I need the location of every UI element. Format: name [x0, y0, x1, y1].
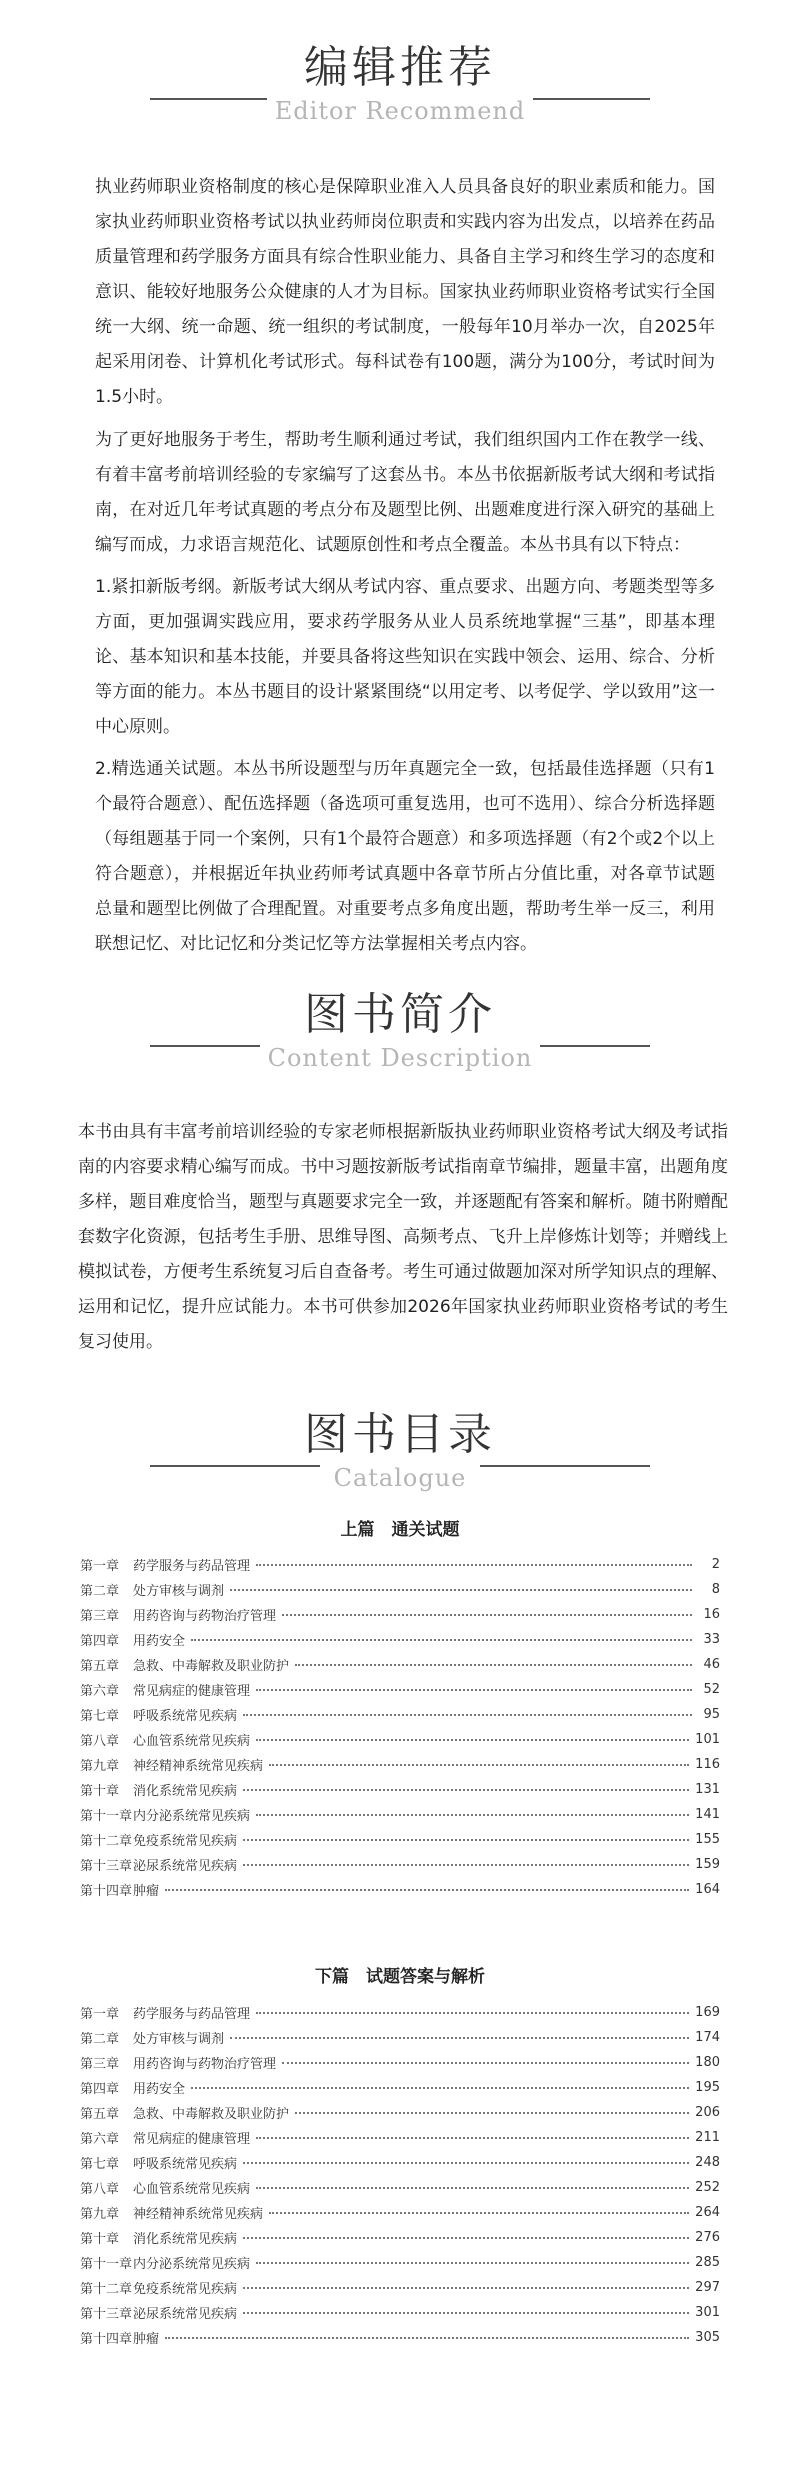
toc-entry	[80, 2300, 720, 2325]
toc-entry	[80, 2175, 720, 2200]
toc-dot-leader	[269, 1763, 689, 1766]
toc-page-number: 33	[703, 1632, 720, 1647]
toc-chapter-title: 肿瘤	[133, 1884, 160, 1899]
toc-entry	[80, 1652, 720, 1677]
toc-page-number: 169	[695, 2005, 720, 2020]
toc-dot-leader	[230, 2036, 689, 2039]
toc-page-number: 248	[695, 2155, 720, 2170]
toc-dot-leader	[243, 1713, 692, 1716]
toc-chapter-number: 第一章	[80, 1559, 120, 1574]
toc-chapter-title: 呼吸系统常见疾病	[133, 2157, 238, 2172]
toc-dot-leader	[282, 2061, 689, 2064]
toc-page-number: 211	[695, 2130, 720, 2145]
toc-page-number: 131	[695, 1782, 720, 1797]
toc-page-number: 297	[695, 2280, 720, 2295]
toc-chapter-number: 第三章	[80, 2057, 120, 2072]
toc-page-number: 116	[695, 1757, 720, 1772]
toc-page-number: 252	[695, 2180, 720, 2195]
toc-dot-leader	[256, 1738, 689, 1741]
toc-chapter-title: 急救、中毒解救及职业防护	[133, 1659, 290, 1674]
toc-page-number: 276	[695, 2230, 720, 2245]
toc-chapter-number: 第三章	[80, 1609, 120, 1624]
toc-entry	[80, 2275, 720, 2300]
toc-entry	[80, 2050, 720, 2075]
toc-chapter-number: 第八章	[80, 2182, 120, 2197]
toc-entry	[80, 1702, 720, 1727]
content-description-header	[0, 985, 800, 1095]
toc-page-number: 195	[695, 2080, 720, 2095]
toc-page-number: 46	[703, 1657, 720, 1672]
toc-chapter-number: 第六章	[80, 2132, 120, 2147]
toc-chapter-number: 第十三章	[80, 1859, 133, 1874]
toc-chapter-number: 第一章	[80, 2007, 120, 2022]
toc-chapter-title: 处方审核与调剂	[133, 1584, 225, 1599]
toc-chapter-title: 免疫系统常见疾病	[133, 1834, 238, 1849]
toc-entry	[80, 1802, 720, 1827]
toc-dot-leader	[243, 1863, 689, 1866]
toc-dot-leader	[256, 2011, 689, 2014]
toc-page-number: 101	[695, 1732, 720, 1747]
toc-page-number: 206	[695, 2105, 720, 2120]
toc-page-number: 164	[695, 1882, 720, 1897]
toc-dot-leader	[256, 2186, 689, 2189]
toc-page-number: 52	[703, 1682, 720, 1697]
toc-dot-leader	[165, 1888, 689, 1891]
toc-page-number: 95	[703, 1707, 720, 1722]
toc-chapter-title: 心血管系统常见疾病	[133, 1734, 251, 1749]
toc-chapter-number: 第七章	[80, 2157, 120, 2172]
toc-entry	[80, 1777, 720, 1802]
toc-chapter-title: 内分泌系统常见疾病	[133, 2257, 251, 2272]
toc-page-number: 16	[703, 1607, 720, 1622]
toc-dot-leader	[191, 2086, 689, 2089]
toc-chapter-number: 第十三章	[80, 2307, 133, 2322]
toc-chapter-number: 第十四章	[80, 2332, 133, 2347]
content-description-subtitle: Content Description	[260, 1044, 541, 1072]
toc-chapter-title: 消化系统常见疾病	[133, 1784, 238, 1799]
toc-page-number: 2	[711, 1557, 720, 1572]
toc-chapter-title: 用药安全	[133, 1634, 186, 1649]
toc-page-number: 285	[695, 2255, 720, 2270]
toc-chapter-title: 处方审核与调剂	[133, 2032, 225, 2047]
toc-entry	[80, 2325, 720, 2350]
toc-entry	[80, 2025, 720, 2050]
toc-entry	[80, 2125, 720, 2150]
toc-chapter-title: 常见病症的健康管理	[133, 1684, 251, 1699]
toc-page-number: 180	[695, 2055, 720, 2070]
toc-chapter-title: 呼吸系统常见疾病	[133, 1709, 238, 1724]
editor-paragraph-1: 执业药师职业资格制度的核心是保障职业准入人员具备良好的职业素质和能力。国家执业药师职业资格考试以执业药师岗位职责和实践内容为出发点，以培养在药品质量管理和药学服务方面具有综合性职业能力、具备自主学习和终生学习的态度和意识、能较好地服务公众健康的人才为目标。国家执业药师职业资格考试实行全国统一大纲、统一命题、统一组织的考试制度，一般每年10月举办一次，自2025年起采用闭卷、计算机化考试形式。每科试卷有100题，满分为100分，考试时间为1.5小时。	[95, 177, 715, 407]
toc-dot-leader	[256, 2261, 689, 2264]
toc-entry	[80, 2225, 720, 2250]
toc-dot-leader	[243, 1788, 689, 1791]
toc-chapter-title: 用药咨询与药物治疗管理	[133, 1609, 277, 1624]
toc-page-number: 159	[695, 1857, 720, 1872]
toc-chapter-title: 药学服务与药品管理	[133, 1559, 251, 1574]
editor-paragraph-2: 为了更好地服务于考生，帮助考生顺利通过考试，我们组织国内工作在教学一线、有着丰富考前培训经验的专家编写了这套丛书。本丛书依据新版考试大纲和考试指南，在对近几年考试真题的考点分布及题型比例、出题难度进行深入研究的基础上编写而成，力求语言规范化、试题原创性和考点全覆盖。本丛书具有以下特点：	[95, 430, 715, 555]
toc-dot-leader	[165, 2336, 689, 2339]
toc-chapter-number: 第十一章	[80, 1809, 133, 1824]
toc-entry	[80, 1877, 720, 1902]
toc-entry	[80, 2100, 720, 2125]
toc-entry	[80, 1827, 720, 1852]
toc-chapter-number: 第十二章	[80, 2282, 133, 2297]
toc-dot-leader	[256, 2136, 689, 2139]
toc-entry	[80, 1752, 720, 1777]
toc-chapter-number: 第十四章	[80, 1884, 133, 1899]
editor-recommend-title: 编辑推荐	[304, 42, 496, 93]
toc-chapter-number: 第八章	[80, 1734, 120, 1749]
toc-page-number: 301	[695, 2305, 720, 2320]
toc-page-number: 141	[695, 1807, 720, 1822]
toc-entry	[80, 1852, 720, 1877]
toc-dot-leader	[243, 2236, 689, 2239]
toc-chapter-number: 第十章	[80, 2232, 120, 2247]
toc-chapter-title: 神经精神系统常见疾病	[133, 2207, 264, 2222]
toc-chapter-number: 第二章	[80, 1584, 120, 1599]
toc-dot-leader	[256, 1688, 692, 1691]
toc-chapter-number: 第十二章	[80, 1834, 133, 1849]
toc-entry	[80, 1577, 720, 1602]
catalogue-subtitle: Catalogue	[326, 1464, 475, 1492]
editor-paragraph-4: 2.精选通关试题。本丛书所设题型与历年真题完全一致，包括最佳选择题（只有1个最符合题意）、配伍选择题（备选项可重复选用，也可不选用）、综合分析选择题（每组题基于同一个案例，只有1个最符合题意）和多项选择题（有2个或2个以上符合题意），并根据近年执业药师考试真题中各章节所占分值比重，对各章节试题总量和题型比例做了合理配置。对重要考点多角度出题，帮助考生举一反三，利用联想记忆、对比记忆和分类记忆等方法掌握相关考点内容。	[95, 759, 715, 954]
content-description-title: 图书简介	[304, 989, 496, 1040]
toc-part2-list	[80, 2000, 720, 2350]
toc-dot-leader	[243, 1838, 689, 1841]
editor-paragraph-3: 1.紧扣新版考纲。新版考试大纲从考试内容、重点要求、出题方向、考题类型等多方面，更加强调实践应用，要求药学服务从业人员系统地掌握“三基”，即基本理论、基本知识和基本技能，并要具备将这些知识在实践中领会、运用、综合、分析等方面的能力。本丛书题目的设计紧紧围绕“以用定考、以考促学、学以致用”这一中心原则。	[95, 577, 715, 737]
toc-chapter-title: 肿瘤	[133, 2332, 160, 2347]
toc-chapter-title: 心血管系统常见疾病	[133, 2182, 251, 2197]
toc-part2-heading: 下篇 试题答案与解析	[315, 1967, 485, 1987]
toc-dot-leader	[243, 2286, 689, 2289]
toc-dot-leader	[269, 2211, 689, 2214]
toc-page-number: 305	[695, 2330, 720, 2345]
intro-paragraph: 本书由具有丰富考前培训经验的专家老师根据新版执业药师职业资格考试大纲及考试指南的内容要求精心编写而成。书中习题按新版考试指南章节编排，题量丰富，出题角度多样，题目难度恰当，题型与真题要求完全一致，并逐题配有答案和解析。随书附赠配套数字化资源，包括考生手册、思维导图、高频考点、飞升上岸修炼计划等；并赠线上模拟试卷，方便考生系统复习后自查备考。考生可通过做题加深对所学知识点的理解、运用和记忆，提升应试能力。本书可供参加2026年国家执业药师职业资格考试的考生复习使用。	[78, 1122, 728, 1352]
toc-entry	[80, 1627, 720, 1652]
toc-chapter-number: 第四章	[80, 2082, 120, 2097]
toc-entry	[80, 1552, 720, 1577]
toc-page-number: 8	[711, 1582, 720, 1597]
toc-page-number: 155	[695, 1832, 720, 1847]
toc-chapter-number: 第十一章	[80, 2257, 133, 2272]
toc-entry	[80, 2250, 720, 2275]
toc-chapter-title: 内分泌系统常见疾病	[133, 1809, 251, 1824]
toc-dot-leader	[243, 2311, 689, 2314]
toc-chapter-title: 常见病症的健康管理	[133, 2132, 251, 2147]
editor-recommend-header	[0, 38, 800, 148]
toc-chapter-title: 泌尿系统常见疾病	[133, 1859, 238, 1874]
toc-entry	[80, 2150, 720, 2175]
toc-chapter-number: 第九章	[80, 2207, 120, 2222]
toc-entry	[80, 1602, 720, 1627]
toc-chapter-number: 第二章	[80, 2032, 120, 2047]
toc-chapter-title: 药学服务与药品管理	[133, 2007, 251, 2022]
toc-dot-leader	[230, 1588, 692, 1591]
toc-dot-leader	[256, 1563, 692, 1566]
toc-chapter-title: 急救、中毒解救及职业防护	[133, 2107, 290, 2122]
toc-chapter-number: 第五章	[80, 1659, 120, 1674]
toc-part1-heading: 上篇 通关试题	[340, 1520, 460, 1540]
toc-chapter-title: 用药安全	[133, 2082, 186, 2097]
toc-entry	[80, 1727, 720, 1752]
toc-chapter-title: 用药咨询与药物治疗管理	[133, 2057, 277, 2072]
toc-entry	[80, 2000, 720, 2025]
toc-chapter-number: 第十章	[80, 1784, 120, 1799]
toc-dot-leader	[282, 1613, 692, 1616]
toc-chapter-number: 第四章	[80, 1634, 120, 1649]
toc-chapter-number: 第五章	[80, 2107, 120, 2122]
toc-chapter-title: 神经精神系统常见疾病	[133, 1759, 264, 1774]
toc-dot-leader	[243, 2161, 689, 2164]
toc-page-number: 174	[695, 2030, 720, 2045]
toc-chapter-title: 消化系统常见疾病	[133, 2232, 238, 2247]
toc-chapter-title: 泌尿系统常见疾病	[133, 2307, 238, 2322]
toc-entry	[80, 2075, 720, 2100]
toc-dot-leader	[295, 2111, 689, 2114]
toc-chapter-number: 第六章	[80, 1684, 120, 1699]
toc-part1-list	[80, 1552, 720, 1902]
catalogue-title: 图书目录	[304, 1409, 496, 1460]
toc-page-number: 264	[695, 2205, 720, 2220]
editor-recommend-subtitle: Editor Recommend	[267, 97, 533, 125]
toc-chapter-title: 免疫系统常见疾病	[133, 2282, 238, 2297]
catalogue-header	[0, 1405, 800, 1515]
toc-dot-leader	[256, 1813, 689, 1816]
toc-entry	[80, 1677, 720, 1702]
toc-entry	[80, 2200, 720, 2225]
toc-dot-leader	[191, 1638, 692, 1641]
toc-dot-leader	[295, 1663, 692, 1666]
toc-chapter-number: 第九章	[80, 1759, 120, 1774]
toc-chapter-number: 第七章	[80, 1709, 120, 1724]
